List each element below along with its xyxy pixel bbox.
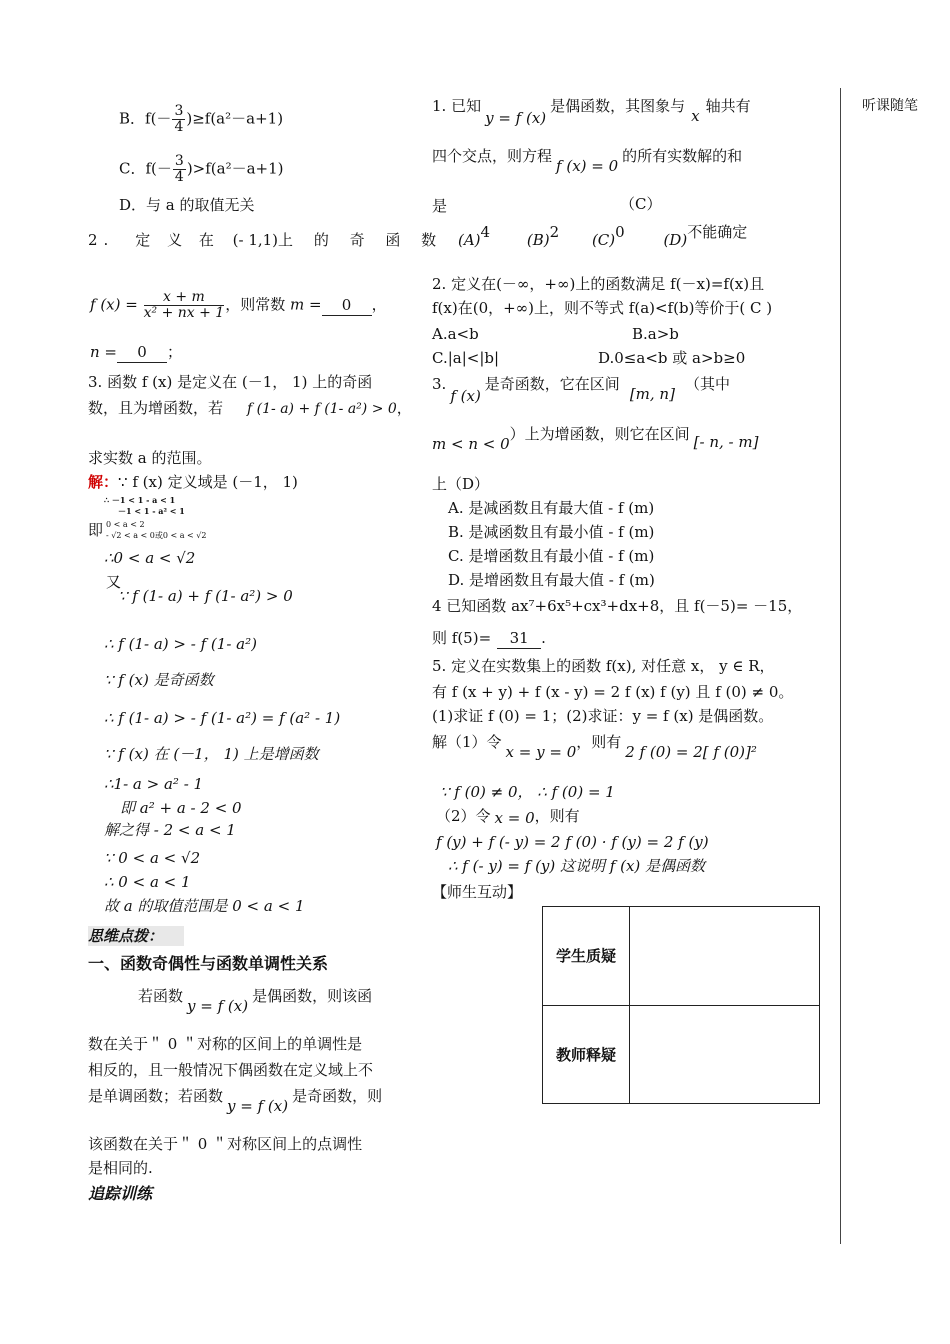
solution-line-6: ∵ f (x) 是奇函数 bbox=[104, 671, 214, 689]
table-row bbox=[543, 1005, 820, 1104]
r-q5-line3: (1)求证 f (0) = 1；(2)求证：y = f (x) 是偶函数。 bbox=[432, 707, 774, 725]
question-2-formula: f (x) = $\frac{x + m}{\text{x² + nx + 1}}$ ，则常数 m = 0 ， bbox=[90, 289, 387, 321]
r-q3-optA: A. 是减函数且有最大值 - f (m) bbox=[448, 499, 655, 517]
para-line-4: 是单调函数；若函数y = f (x)是奇函数，则 bbox=[88, 1087, 383, 1115]
solution-line-13: ∴ 0 < a < 1 bbox=[104, 873, 191, 891]
solution-line-5: ∴ f (1- a) > - f (1- a²) bbox=[104, 635, 257, 653]
section-1-title: 一、函数奇偶性与函数单调性关系 bbox=[88, 954, 329, 973]
solution-ji: 即 bbox=[88, 521, 104, 539]
solution-line-12: ∵ 0 < a < √2 bbox=[104, 849, 201, 867]
student-question-label: 学生质疑 bbox=[543, 907, 630, 1006]
solution-system-4: - √2 < a < 0或0 < a < √2 bbox=[106, 531, 207, 540]
solution-system-3: 0 < a < 2 bbox=[106, 520, 145, 529]
sidebar-title: 听课随笔 bbox=[862, 98, 918, 114]
r-q2-line1: 2. 定义在(－∞，+∞)上的函数满足 f(－x)=f(x)且 bbox=[432, 275, 765, 293]
r-q1-options: (A)4 (B)2 (C)0 (D)不能确定 bbox=[458, 223, 748, 249]
para-line-1: 若函数y = f (x)是偶函数，则该函 bbox=[138, 987, 373, 1015]
solution-line-7: ∴ f (1- a) > - f (1- a²) = f (a² - 1) bbox=[104, 709, 341, 727]
option-b: B．f(－ $\frac{3}{4}$ )≥f(a²－a+1) bbox=[119, 103, 284, 135]
option-c: C．f(－ $\frac{3}{4}$ )>f(a²－a+1) bbox=[119, 153, 284, 185]
r-q3-optC: C. 是增函数且有最小值 - f (m) bbox=[448, 547, 655, 565]
r-q2-optD: D.0≤a<b 或 a>b≥0 bbox=[598, 349, 746, 367]
sidebar-divider bbox=[840, 88, 841, 1244]
think-title: 思维点拨： bbox=[88, 926, 184, 946]
r-q5-line2: 有 f (x + y) + f (x - y) = 2 f (x) f (y) 且 f (0) ≠ 0。 bbox=[432, 683, 794, 701]
para-line-3: 相反的，且一般情况下偶函数在定义域上不 bbox=[88, 1061, 374, 1079]
question-3-line2: 数，且为增函数，若 f (1- a) + f (1- a²) > 0， bbox=[88, 399, 412, 417]
r-q3-line2: m < n < 0）上为增函数，则它在区间 [- n, - m] bbox=[432, 425, 759, 453]
r-q5-line7: f (y) + f (- y) = 2 f (0) · f (y) = 2 f (y) bbox=[436, 833, 709, 851]
solution-line-11: 解之得 - 2 < a < 1 bbox=[104, 821, 236, 839]
r-q5-line6: （2）令 x = 0，则有 bbox=[436, 807, 580, 827]
r-q1-line1: 1. 已知y = f (x)是偶函数，其图象与x轴共有 bbox=[432, 97, 751, 127]
table-row bbox=[543, 907, 820, 1006]
teacher-answer-cell[interactable] bbox=[630, 1005, 820, 1104]
solution-line-8: ∵ f (x) 在 (－1， 1) 上是增函数 bbox=[104, 745, 319, 763]
question-2-lead: 2. 定 义 在 (- 1,1)上 的 奇 函 数 bbox=[88, 231, 445, 249]
para-line-5: 该函数在关于＂ 0 ＂对称区间上的点调性 bbox=[88, 1135, 363, 1153]
question-3-line3: 求实数 a 的范围。 bbox=[88, 449, 212, 467]
option-d: D．与 a 的取值无关 bbox=[119, 196, 255, 214]
teacher-answer-label: 教师释疑 bbox=[543, 1005, 630, 1104]
r-q4-line1: 4 已知函数 ax⁷+6x⁵+cx³+dx+8，且 f(－5)= －15， bbox=[432, 597, 803, 615]
r-q4-line2: 则 f(5)= 31 . bbox=[432, 629, 546, 647]
solution-you: 又 bbox=[106, 573, 122, 591]
track-title: 追踪训练 bbox=[88, 1184, 153, 1203]
question-3-line1: 3. 函数 f (x) 是定义在 (－1， 1) 上的奇函 bbox=[88, 373, 373, 391]
question-2-n: n = 0 ； bbox=[90, 343, 183, 361]
r-q2-optA: A.a<b bbox=[432, 325, 479, 343]
solution-line-14: 故 a 的取值范围是 0 < a < 1 bbox=[104, 897, 305, 915]
answer-m: 0 bbox=[322, 295, 372, 316]
r-q5-line4: 解（1）令x = y = 0，则有2 f (0) = 2[ f (0)]² bbox=[432, 733, 757, 761]
interact-title: 【师生互动】 bbox=[432, 883, 523, 901]
r-q5-line5: ∵ f (0) ≠ 0， ∴ f (0) = 1 bbox=[440, 783, 615, 801]
para-line-2: 数在关于＂ 0 ＂对称的区间上的单调性是 bbox=[88, 1035, 363, 1053]
r-q1-line3: 是 （C） bbox=[432, 195, 662, 215]
r-q2-line2: f(x)在(0，+∞)上，则不等式 f(a)<f(b)等价于( C ) bbox=[432, 299, 773, 317]
para-line-6: 是相同的. bbox=[88, 1159, 153, 1177]
solution-system-2: －1 < 1 - a² < 1 bbox=[118, 506, 185, 516]
r-q1-line2: 四个交点，则方程f (x) = 0的所有实数解的和 bbox=[432, 147, 743, 175]
r-q2-optB: B.a>b bbox=[632, 325, 679, 343]
solution-line-9: ∴1- a > a² - 1 bbox=[104, 775, 204, 793]
r-q3-optB: B. 是减函数且有最小值 - f (m) bbox=[448, 523, 655, 541]
r-q5-line8: ∴ f (- y) = f (y) 这说明 f (x) 是偶函数 bbox=[448, 857, 706, 875]
qa-table bbox=[542, 906, 820, 1104]
r-q2-optC: C.|a|<|b| bbox=[432, 349, 500, 367]
r-q5-line1: 5. 定义在实数集上的函数 f(x), 对任意 x， y ∈ R， bbox=[432, 657, 775, 675]
solution-line-1: 解：∵ f (x) 定义域是 (－1， 1) bbox=[88, 473, 298, 491]
r-q3-line1: 3.f (x)是奇函数，它在区间[m, n]（其中 bbox=[432, 375, 730, 405]
r-q3-line3: 上（D） bbox=[432, 475, 490, 493]
student-question-cell[interactable] bbox=[630, 907, 820, 1006]
solution-line-10: 即 a² + a - 2 < 0 bbox=[120, 799, 242, 817]
solution-line-3: ∴0 < a < √2 bbox=[104, 549, 196, 567]
solution-line-4: ∵ f (1- a) + f (1- a²) > 0 bbox=[118, 587, 293, 605]
r-q3-optD: D. 是增函数且有最大值 - f (m) bbox=[448, 571, 655, 589]
solution-system-1: ∴ －1 < 1 - a < 1 bbox=[104, 495, 176, 505]
